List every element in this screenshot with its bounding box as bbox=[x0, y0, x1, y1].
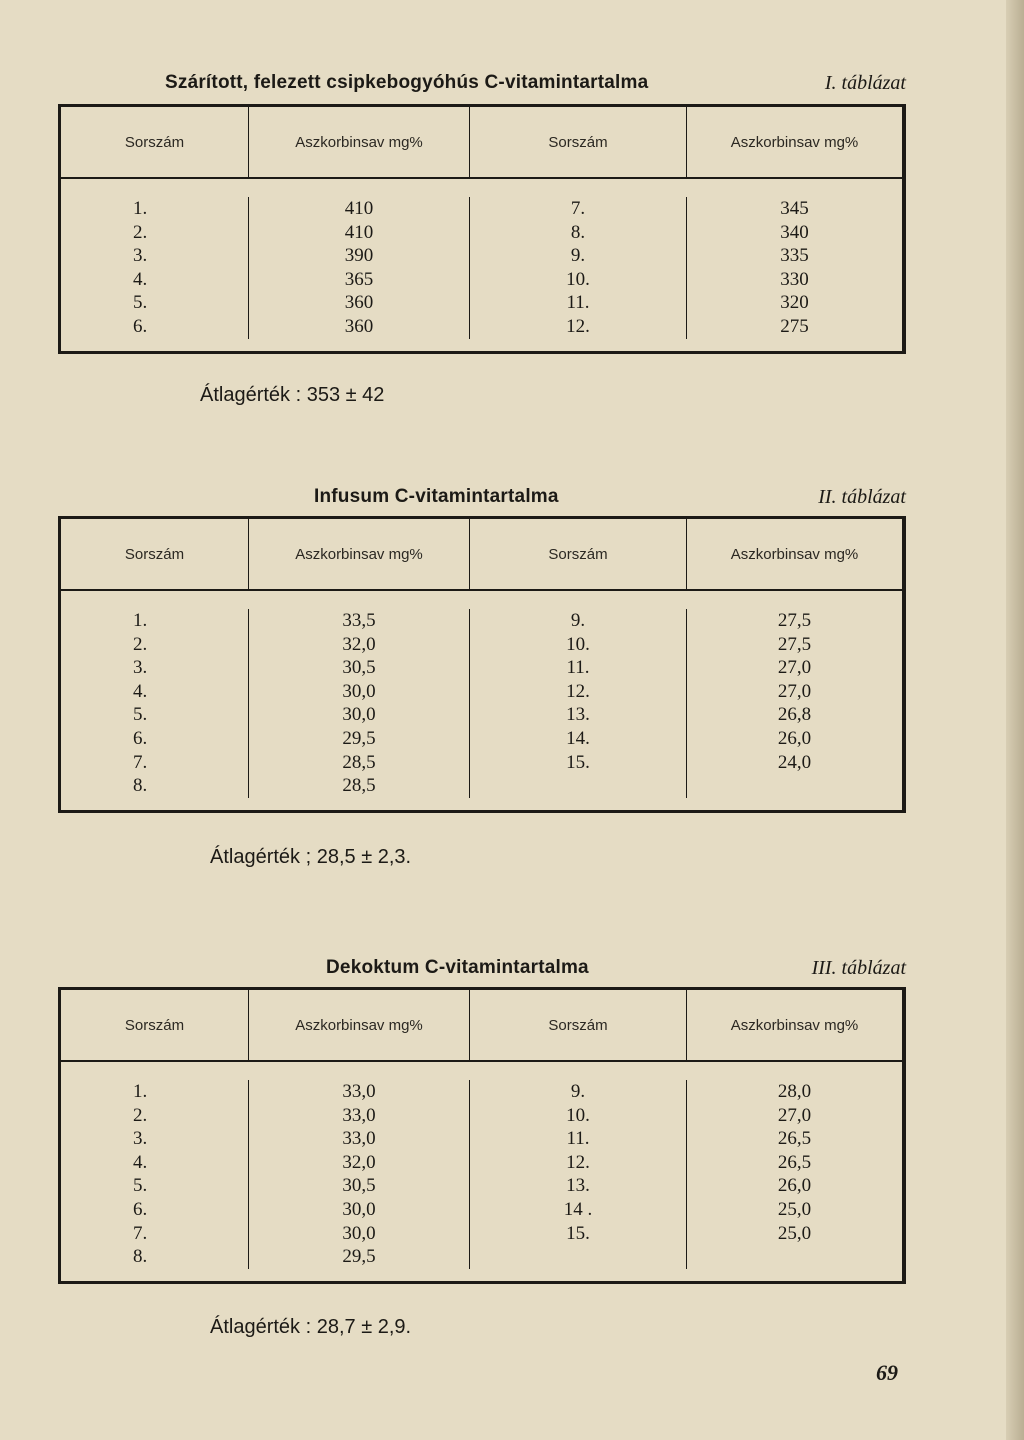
col-left-numbers bbox=[61, 609, 248, 798]
table-cell: 15. bbox=[566, 1222, 590, 1244]
table-cell: 25,0 bbox=[777, 1222, 812, 1244]
col-right-numbers bbox=[469, 609, 686, 798]
table-cell: 27,0 bbox=[777, 1104, 812, 1126]
table-cell: 33,0 bbox=[342, 1104, 376, 1126]
table-cell: 29,5 bbox=[342, 1246, 376, 1268]
table-cell: 30,5 bbox=[342, 1175, 376, 1197]
table-number: III. táblázat bbox=[811, 957, 906, 979]
table-cell: 26,0 bbox=[777, 1175, 812, 1197]
table-cell: 30,0 bbox=[342, 680, 376, 702]
header-cell: Sorszám bbox=[124, 133, 185, 151]
col-right-values bbox=[686, 197, 902, 339]
table-cell: 27,0 bbox=[777, 680, 812, 702]
col-left-values bbox=[248, 197, 469, 339]
table-body bbox=[61, 179, 902, 351]
table-cell: 28,5 bbox=[342, 775, 376, 797]
table-title: Dekoktum C-vitamintartalma bbox=[326, 957, 589, 978]
table-cell: 9. bbox=[570, 245, 586, 267]
header-cell: Sorszám bbox=[124, 1016, 185, 1034]
table-cell: 30,0 bbox=[342, 1198, 376, 1220]
data-table bbox=[58, 987, 906, 1284]
table-cell: 2. bbox=[133, 221, 148, 243]
table-cell: 25,0 bbox=[777, 1198, 812, 1220]
table-caption bbox=[58, 953, 906, 983]
header-cell: Aszkorbinsav mg% bbox=[686, 990, 902, 1060]
table-cell: 7. bbox=[133, 751, 148, 773]
table-cell: 360 bbox=[344, 292, 374, 314]
table-cell: 4. bbox=[133, 1151, 148, 1173]
table-cell: 3. bbox=[133, 1128, 148, 1150]
col-left-numbers bbox=[61, 197, 248, 339]
header-cell: Sorszám bbox=[469, 519, 686, 589]
table-cell: 30,0 bbox=[342, 1222, 376, 1244]
page-number: 69 bbox=[876, 1360, 898, 1385]
table-cell: 5. bbox=[133, 1175, 148, 1197]
header-cell: Aszkorbinsav mg% bbox=[686, 519, 902, 589]
table-cell: 27,5 bbox=[777, 633, 812, 655]
table-number: I. táblázat bbox=[824, 72, 906, 94]
table-cell: 275 bbox=[780, 315, 809, 337]
table-body bbox=[61, 591, 902, 810]
table-block-2 bbox=[58, 482, 906, 813]
col-right-numbers bbox=[469, 1080, 686, 1269]
table-cell: 32,0 bbox=[342, 1151, 376, 1173]
table-cell: 14 . bbox=[563, 1198, 593, 1220]
table-cell: 1. bbox=[133, 1081, 148, 1102]
table-cell: 11. bbox=[566, 1128, 590, 1150]
table-number: II. táblázat bbox=[818, 486, 906, 508]
table-cell: 1. bbox=[133, 198, 148, 219]
table-cell: 3. bbox=[133, 245, 148, 267]
table-cell: 11. bbox=[566, 657, 590, 679]
table-cell: 10. bbox=[566, 633, 590, 655]
col-right-numbers bbox=[469, 197, 686, 339]
table-cell: 12. bbox=[566, 1151, 590, 1173]
col-right-values bbox=[686, 609, 902, 798]
table-cell: 6. bbox=[133, 727, 148, 749]
table-block-1 bbox=[58, 68, 906, 354]
table-cell: 11. bbox=[566, 292, 590, 314]
table-body bbox=[61, 1062, 902, 1281]
table-cell: 6. bbox=[133, 1198, 148, 1220]
table-caption bbox=[58, 68, 906, 98]
table-block-3 bbox=[58, 953, 906, 1284]
data-table bbox=[58, 104, 906, 354]
table-title: Szárított, felezett csipkebogyóhús C-vitamintartalma bbox=[165, 72, 649, 93]
table-cell: 390 bbox=[344, 245, 374, 267]
table-title: Infusum C-vitamintartalma bbox=[314, 486, 559, 507]
table-cell: 12. bbox=[566, 315, 590, 337]
table-cell: 26,8 bbox=[777, 704, 812, 726]
table-cell: 9. bbox=[570, 610, 586, 631]
table-cell: 10. bbox=[566, 1104, 590, 1126]
table-cell: 410 bbox=[344, 198, 374, 219]
table-cell: 30,0 bbox=[342, 704, 376, 726]
page-edge bbox=[1006, 0, 1024, 1440]
table-cell: 30,5 bbox=[342, 657, 376, 679]
table-cell: 4. bbox=[133, 680, 148, 702]
table-cell: 33,5 bbox=[342, 610, 376, 631]
table-header bbox=[61, 990, 902, 1062]
header-cell: Aszkorbinsav mg% bbox=[248, 990, 469, 1060]
table-cell: 8. bbox=[133, 1246, 148, 1268]
table-cell: 7. bbox=[570, 198, 586, 219]
header-cell: Aszkorbinsav mg% bbox=[248, 519, 469, 589]
average-value: Átlagérték : 28,7 ± 2,9. bbox=[210, 1316, 412, 1338]
table-cell: 1. bbox=[133, 610, 148, 631]
table-cell: 33,0 bbox=[342, 1128, 376, 1150]
table-cell: 8. bbox=[133, 775, 148, 797]
table-cell: 365 bbox=[344, 268, 374, 290]
table-cell: 27,5 bbox=[777, 610, 812, 631]
table-cell: 9. bbox=[570, 1081, 586, 1102]
table-cell: 15. bbox=[566, 751, 590, 773]
average-value: Átlagérték : 353 ± 42 bbox=[200, 384, 385, 406]
table-cell: 6. bbox=[133, 315, 148, 337]
table-cell: 335 bbox=[780, 245, 809, 267]
table-cell: 4. bbox=[133, 268, 148, 290]
table-cell: 360 bbox=[344, 315, 374, 337]
header-cell: Sorszám bbox=[124, 545, 185, 563]
table-cell: 7. bbox=[133, 1222, 148, 1244]
table-cell: 27,0 bbox=[777, 657, 812, 679]
table-caption bbox=[58, 482, 906, 512]
table-cell: 14. bbox=[566, 727, 590, 749]
table-cell: 410 bbox=[344, 221, 374, 243]
table-cell: 26,0 bbox=[777, 727, 812, 749]
table-cell: 32,0 bbox=[342, 633, 376, 655]
table-cell: 320 bbox=[780, 292, 809, 314]
table-cell: 13. bbox=[566, 704, 590, 726]
table-cell: 8. bbox=[570, 221, 586, 243]
table-header bbox=[61, 107, 902, 179]
table-cell: 345 bbox=[780, 198, 809, 219]
table-cell: 28,5 bbox=[342, 751, 376, 773]
table-cell: 2. bbox=[133, 1104, 148, 1126]
col-right-values bbox=[686, 1080, 902, 1269]
table-cell: 5. bbox=[133, 292, 148, 314]
col-left-values bbox=[248, 609, 469, 798]
table-cell: 13. bbox=[566, 1175, 590, 1197]
table-cell: 3. bbox=[133, 657, 148, 679]
table-cell: 33,0 bbox=[342, 1081, 376, 1102]
table-header bbox=[61, 519, 902, 591]
data-table bbox=[58, 516, 906, 813]
table-cell: 5. bbox=[133, 704, 148, 726]
average-value: Átlagérték ; 28,5 ± 2,3. bbox=[210, 846, 412, 868]
table-cell: 330 bbox=[780, 268, 809, 290]
col-left-values bbox=[248, 1080, 469, 1269]
table-cell: 2. bbox=[133, 633, 148, 655]
table-cell: 28,0 bbox=[777, 1081, 812, 1102]
table-cell: 24,0 bbox=[777, 751, 812, 773]
header-cell: Sorszám bbox=[469, 990, 686, 1060]
table-cell: 340 bbox=[780, 221, 809, 243]
table-cell: 12. bbox=[566, 680, 590, 702]
header-cell: Sorszám bbox=[469, 107, 686, 177]
header-cell: Aszkorbinsav mg% bbox=[686, 107, 902, 177]
table-cell: 29,5 bbox=[342, 727, 376, 749]
table-cell: 26,5 bbox=[777, 1151, 812, 1173]
table-cell: 26,5 bbox=[777, 1128, 812, 1150]
header-cell: Aszkorbinsav mg% bbox=[248, 107, 469, 177]
table-cell: 10. bbox=[566, 268, 590, 290]
col-left-numbers bbox=[61, 1080, 248, 1269]
